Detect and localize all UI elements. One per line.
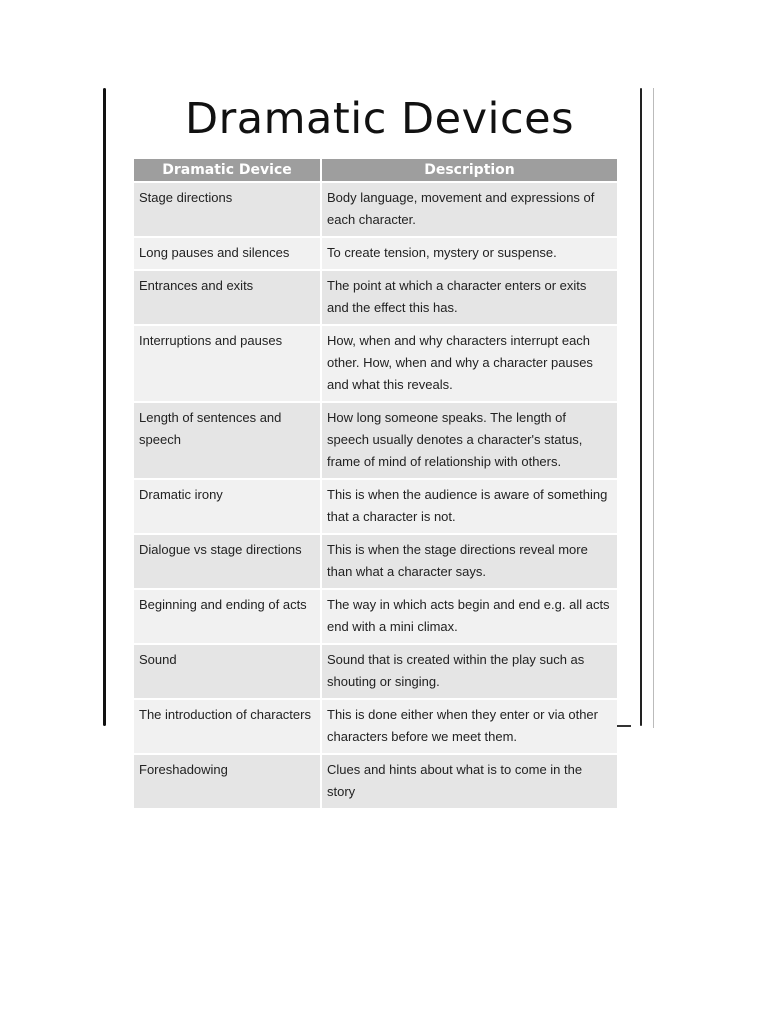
table-row [134,325,617,402]
description-cell: How long someone speaks. The length of speech usually denotes a character's status, frame of mind of relationship with others. [321,402,617,479]
device-cell: Entrances and exits [134,270,321,325]
device-cell: Length of sentences and speech [134,402,321,479]
table-row [134,270,617,325]
description-cell: This is when the audience is aware of something that a character is not. [321,479,617,534]
device-cell: Beginning and ending of acts [134,589,321,644]
header-dramatic-device: Dramatic Device [134,159,321,182]
device-cell: Stage directions [134,182,321,237]
description-cell: This is when the stage directions reveal more than what a character says. [321,534,617,589]
description-cell: Body language, movement and expressions of each character. [321,182,617,237]
device-cell: Foreshadowing [134,754,321,808]
device-cell: Interruptions and pauses [134,325,321,402]
description-cell: Sound that is created within the play such as shouting or singing. [321,644,617,699]
sheet-right-edge [653,88,654,728]
description-cell: Clues and hints about what is to come in the story [321,754,617,808]
device-cell: Dialogue vs stage directions [134,534,321,589]
device-cell: Long pauses and silences [134,237,321,270]
header-description: Description [321,159,617,182]
document-sheet [103,88,656,799]
table-header-row [134,159,617,182]
table-row [134,402,617,479]
table-row [134,754,617,808]
table-row [134,644,617,699]
devices-table [134,159,617,808]
table-row [134,699,617,754]
description-cell: This is done either when they enter or via other characters before we meet them. [321,699,617,754]
device-cell: Sound [134,644,321,699]
table-row [134,534,617,589]
table-row [134,237,617,270]
description-cell: The point at which a character enters or exits and the effect this has. [321,270,617,325]
description-cell: The way in which acts begin and end e.g. all acts end with a mini climax. [321,589,617,644]
description-cell: How, when and why characters interrupt each other. How, when and why a character pauses and what this reveals. [321,325,617,402]
description-cell: To create tension, mystery or suspense. [321,237,617,270]
device-cell: The introduction of characters [134,699,321,754]
device-cell: Dramatic irony [134,479,321,534]
table-row [134,589,617,644]
table-row [134,182,617,237]
table-row [134,479,617,534]
sheet-right-border [640,88,642,726]
sheet-left-border [103,88,106,726]
page-title: Dramatic Devices [185,94,574,144]
